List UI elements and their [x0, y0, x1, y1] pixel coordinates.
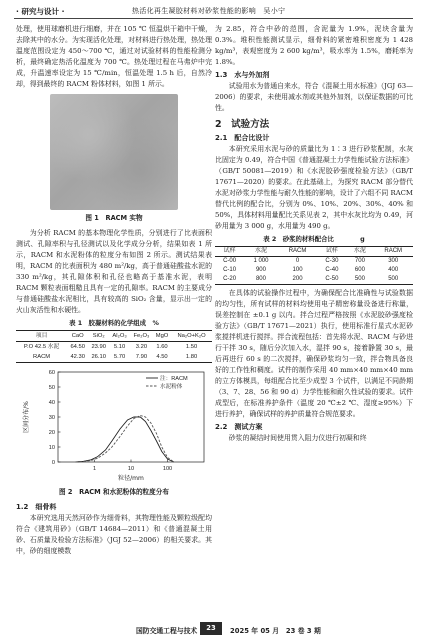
table-1-caption: 表 1 胶凝材料的化学组成 %: [69, 319, 159, 327]
table-cell: 5.10: [113, 344, 126, 350]
table-cell: 800: [255, 276, 266, 282]
table-cell: 3.20: [135, 344, 148, 350]
y-tick-label: 0: [51, 460, 55, 466]
paragraph: 在具体的试验操作过程中，为确保配合比准确性与试验数据的均匀性，所有试样的材料均使用电子精密称量设备进行称量，误差控制在 ±0.1 g 以内。拌合过程严格按照《水泥胶砂强度检验方法》（GB/T 17671—2021）执行，使用标准行星式水泥砂浆搅拌机进行搅拌。拌合流程包括：首先将水泥、RACM 与砂进行干拌 30 s，随后分次加入水，湿拌 90 s，接着静置 30 s，最后再进行 60 s 的二次搅拌，确保砂浆均匀一致，拌合物具备良好的工作性和稠度。试件的制作采用 40 mm×40 mm×40 mm 的立方体模具，每组配合比至少成型 3 个试件，以满足不同龄期（3、7、28、56 和 90 d）力学性能和耐久性试验的要求。试件成型后，在标准养护条件（温度 20 ℃±2 ℃、湿度≥95%）下进行养护，确保试样的养护质量符合规范要求。: [215, 289, 413, 418]
table-chemical-composition: [16, 330, 212, 363]
chart-svg: [16, 366, 212, 484]
section-label: · 研究与设计 ·: [16, 7, 65, 16]
table-cell: 0: [295, 258, 300, 264]
legend-label: 水泥粉体: [160, 384, 183, 390]
table-cell: 100: [292, 267, 303, 273]
y-tick-label: 60: [48, 370, 55, 376]
series-line: [75, 417, 173, 462]
table-2-unit: g: [360, 235, 365, 243]
paragraph: 本研究采用水泥与砂的质量比为 1∶3 进行砂浆配制，水灰比固定为 0.49，符合中国《普通混凝土力学性能试验方法标准》（GB/T 50081—2019）和《水泥胶砂强度检验方法》（GB/T 17671—2020）的要求。在此基础上，为探究 RACM 部分替代水泥对砂浆力学性能与耐久性能的影响，设计了六组不同 RACM 替代比例的配合比，分别为 0%、10%、20%、30%、40% 和 50%，具体材料用量配比关系见表 2，其中水灰比均为 0.49，河砂用量为 3 000 g，水用量为 490 g。: [215, 145, 413, 230]
table-cell: 700: [354, 258, 365, 264]
paragraph: 本研究选用天然河砂作为细骨料，其物理性能及颗粒级配均符合《建筑用砂》（GB/T 14684—2011）和《普通混凝土用砂、石质量及检验方法标准》（JGJ 52—2006）的相关要求。其中，砂的细度模数: [16, 514, 212, 555]
figure-2-caption: 图 2 RACM 和水泥粉体的粒度分布: [59, 488, 169, 496]
table-cell: C-10: [223, 267, 237, 273]
racm-photo: [50, 94, 178, 210]
table-cell: 1.80: [185, 354, 198, 360]
table-cell: P.O 42.5 水泥: [23, 344, 60, 350]
heading-2-1: 2.1 配合比设计: [215, 134, 270, 142]
table-header-cell: 项目: [35, 333, 48, 339]
table-cell: 900: [255, 267, 266, 273]
x-tick-label: 1: [92, 466, 97, 472]
table-cell: 300: [388, 258, 399, 264]
paragraph: 为 2.85，符合中砂的范围，含泥量为 1.9%，泥块含量为 0.3%。堆积性能测试显示，细骨料的紧密堆积密度为 1 428 kg/m³，表观密度为 2 600 kg/m³，吸水率为 1.5%，磨耗率为 1.8%。: [215, 25, 413, 66]
table-2-title: 表 2 砂浆的材料配合比: [263, 235, 334, 243]
table-cell: C-00: [223, 258, 237, 264]
table-cell: 400: [388, 267, 399, 273]
table-header-cell: RACM: [384, 248, 403, 254]
table-cell: 600: [354, 267, 365, 273]
x-tick-label: 10: [127, 466, 135, 472]
table-row: [215, 266, 413, 275]
page-footer: [0, 622, 427, 636]
header-rule: [14, 18, 413, 19]
table-mix-proportion: [215, 246, 413, 285]
table-2-caption: [215, 234, 413, 245]
y-tick-label: 20: [48, 430, 55, 436]
table-cell: 1 000: [253, 258, 269, 264]
page-number: 23: [200, 622, 222, 635]
table-cell: 26.10: [91, 354, 106, 360]
table-cell: C-20: [223, 276, 237, 282]
table-header-cell: Na₂O+K₂O: [177, 333, 206, 339]
table-row: [215, 275, 413, 285]
table-header-cell: SiO₂: [92, 333, 105, 339]
table-header-cell: Fe₂O₃: [133, 333, 150, 339]
x-axis-label: 粒径/mm: [118, 475, 144, 482]
table-header-row: [16, 331, 212, 342]
heading-2-2: 2.2 测试方案: [215, 423, 263, 431]
table-cell: 23.90: [91, 344, 106, 350]
y-tick-label: 50: [48, 385, 55, 391]
table-cell: RACM: [33, 354, 51, 360]
paragraph: 处理，使用球磨机进行细磨，并在 105 ℃ 恒温烘干箱中干燥，去除其中的水分。为实现活化处理，对材料进行热处理，热处理温度范围设定为 450～700 ℃，通过对试验材料的性能检测分析，最终确定热活化温度为 700 ℃。热处理过程在马弗炉中完成，升温速率设定为 15 ℃/min，恒温处理 1.5 h 后，自然冷却，得到最终的 RACM 粉体材料，如图 1 所示。: [16, 25, 212, 88]
table-cell: C-50: [325, 276, 339, 282]
table-row: [16, 352, 212, 363]
issue-date: 2025 年 05 月 23 卷 3 期: [230, 627, 321, 635]
table-cell: C-30: [325, 258, 339, 264]
table-header-cell: RACM: [288, 248, 307, 254]
figure-1-caption: 图 1 RACM 实物: [85, 214, 143, 222]
table-cell: 1.60: [156, 344, 168, 350]
table-header-cell: 试样: [325, 248, 338, 254]
x-tick-label: 100: [162, 466, 173, 472]
table-cell: 7.90: [135, 354, 148, 360]
table-cell: 200: [292, 276, 303, 282]
series-line: [75, 416, 173, 463]
table-header-cell: 水泥: [254, 248, 267, 254]
left-column: [16, 24, 212, 618]
heading-1-3: 1.3 水与外加剂: [215, 71, 270, 79]
heading-1-2: 1.2 细骨料: [16, 503, 57, 511]
paragraph: 为分析 RACM 的基本物理化学性质，分别进行了比表面积测试、孔隙率积与孔径测试以及化学成分分析，结果如表 1 所示，RACM 和水泥粉体的粒度分布如图 2 所示。测试结果表明，RACM 的比表面积为 480 m²/kg，高于普通硅酸盐水泥的 330 m²/kg，其孔隙体积和孔径也略高于基准水泥，表明 RACM 颗粒表面粗糙且具有一定的孔隙率。RACM 的主要成分与普通硅酸盐水泥相比，具有较高的 SiO₂ 含量，显示出一定的火山灰活性和水硬性。: [16, 229, 212, 314]
table-cell: 4.50: [156, 354, 168, 360]
running-title: 热活化再生凝胶材料对砂浆性能的影响 吴小宁: [132, 7, 286, 15]
table-cell: 500: [388, 276, 399, 282]
table-cell: 1.50: [185, 344, 198, 350]
y-tick-label: 30: [48, 415, 55, 421]
table-row: [16, 342, 212, 353]
journal-name: 国防交通工程与技术: [136, 627, 198, 635]
table-header-cell: 试样: [223, 248, 236, 254]
y-tick-label: 40: [48, 400, 55, 406]
paragraph: 试验用水为普通自来水，符合《混凝土用水标准》（JGJ 63—2006）的要求，未使用减水剂或其他外加剂，以保证数据的可比性。: [215, 82, 413, 112]
table-header-cell: 水泥: [353, 248, 366, 254]
table-header-cell: CaO: [71, 333, 84, 339]
table-header-cell: MgO: [155, 333, 169, 339]
right-column: [215, 24, 413, 618]
table-cell: 42.30: [70, 354, 85, 360]
particle-size-chart: [16, 366, 212, 484]
table-header-cell: Al₂O₃: [112, 333, 127, 339]
table-cell: C-40: [325, 267, 339, 273]
y-tick-label: 10: [48, 445, 55, 451]
paragraph: 砂浆的凝结时间使用贯入阻力仪进行初凝和终: [228, 434, 367, 442]
table-row: [215, 257, 413, 267]
legend-label: 注：RACM: [160, 376, 188, 382]
table-cell: 500: [354, 276, 365, 282]
heading-2: 2 试验方法: [215, 119, 270, 130]
y-axis-label: 区间分布/%: [23, 401, 30, 433]
table-cell: 5.70: [113, 354, 126, 360]
table-cell: 64.50: [70, 344, 85, 350]
table-header-row: [215, 247, 413, 257]
